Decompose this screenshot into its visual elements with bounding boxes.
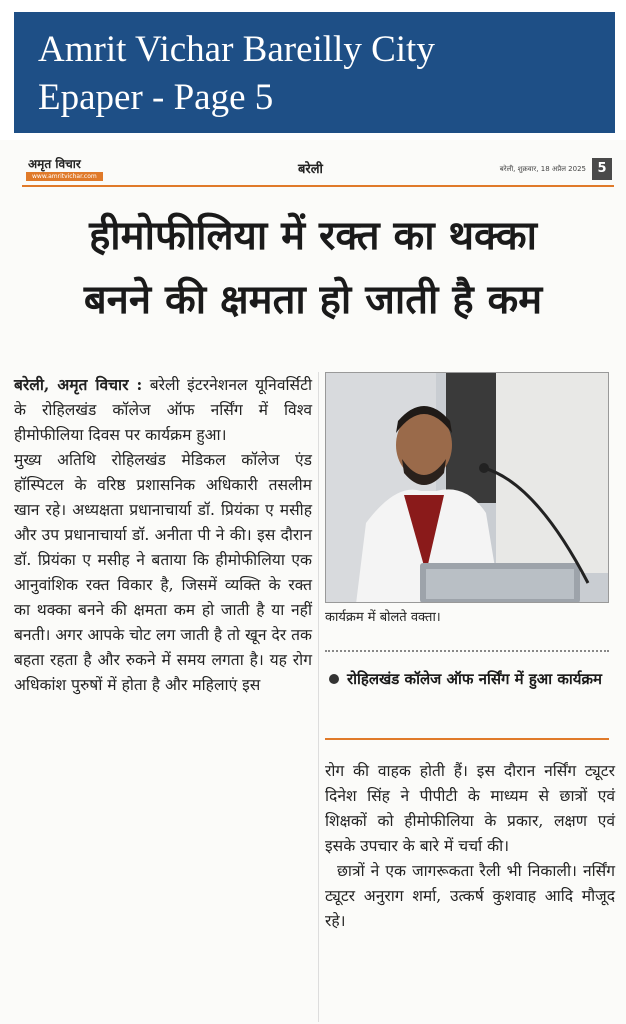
highlight-text: रोहिलखंड कॉलेज ऑफ नर्सिंग में हुआ कार्यक्रम	[347, 670, 602, 688]
article-paragraph-3: रोग की वाहक होती हैं। इस दौरान नर्सिंग ट्यूटर दिनेश सिंह ने पीपीटी के माध्यम से छात्रों एवं शिक्षकों को हीमोफीलिया के प्रकार, लक्षण एवं इसके उपचार के बारे में चर्चा की।	[325, 762, 615, 855]
article-headline	[0, 204, 626, 332]
article-paragraph-4: छात्रों ने एक जागरूकता रैली भी निकाली। नर्सिंग ट्यूटर अनुराग शर्मा, उत्कर्ष कुशवाह आदि मौजूद रहे।	[325, 862, 615, 930]
epaper-title-banner	[14, 12, 615, 133]
paragraph-1-text: बरेली इंटरनेशनल यूनिवर्सिटी के रोहिलखंड कॉलेज ऑफ नर्सिंग में विश्व हीमोफीलिया दिवस पर कार्यक्रम हुआ।	[14, 376, 312, 444]
dotted-divider	[325, 650, 609, 652]
masthead	[22, 155, 614, 187]
newspaper-page	[0, 140, 626, 1024]
dateline: बरेली, अमृत विचार :	[14, 375, 143, 394]
article-paragraph-2: मुख्य अतिथि रोहिलखंड मेडिकल कॉलेज एंड हॉस्पिटल के वरिष्ठ प्रशासनिक अधिकारी तसलीम खान रहे। अध्यक्षता प्रधानाचार्या डॉ. प्रियंका ए मसीह और उप प्रधानाचार्या डॉ. अनीता पी ने की। इस दौरान डॉ. प्रियंका ए मसीह ने बताया कि हीमोफीलिया एक आनुवांशिक रक्त विकार है, जिसमें व्यक्ति के रक्त का थक्का बनने की क्षमता कम हो जाती है या नहीं बनती। अगर आपके चोट लग जाती है तो खून देर तक बहता रहता है और रुकने में समय लगता है। यह रोग अधिकांश पुरुषों में होता है और महिलाएं इस	[14, 451, 312, 694]
edition-date: बरेली, शुक्रवार, 18 अप्रैल 2025	[499, 165, 586, 173]
article-paragraph-1	[14, 372, 312, 448]
column-divider	[318, 372, 319, 1022]
photo-caption: कार्यक्रम में बोलते वक्ता।	[325, 610, 441, 625]
banner-title-line2: Epaper - Page 5	[38, 77, 274, 118]
highlight-rule	[325, 738, 609, 740]
page-number-badge: 5	[592, 158, 612, 180]
headline-line1: हीमोफीलिया में रक्त का थक्का	[89, 213, 537, 259]
bullet-icon	[329, 674, 339, 684]
speaker-photo-illustration	[326, 373, 609, 603]
headline-line2: बनने की क्षमता हो जाती है कम	[83, 277, 543, 323]
newspaper-url: www.amritvichar.com	[26, 172, 103, 181]
article-body-left-column	[14, 372, 312, 698]
edition-city: बरेली	[298, 162, 323, 177]
newspaper-logo: अमृत विचार	[28, 157, 81, 171]
article-body-right-column	[325, 759, 615, 934]
banner-title-line1: Amrit Vichar Bareilly City	[38, 29, 435, 70]
article-highlight	[325, 666, 609, 692]
article-photo	[325, 372, 609, 603]
